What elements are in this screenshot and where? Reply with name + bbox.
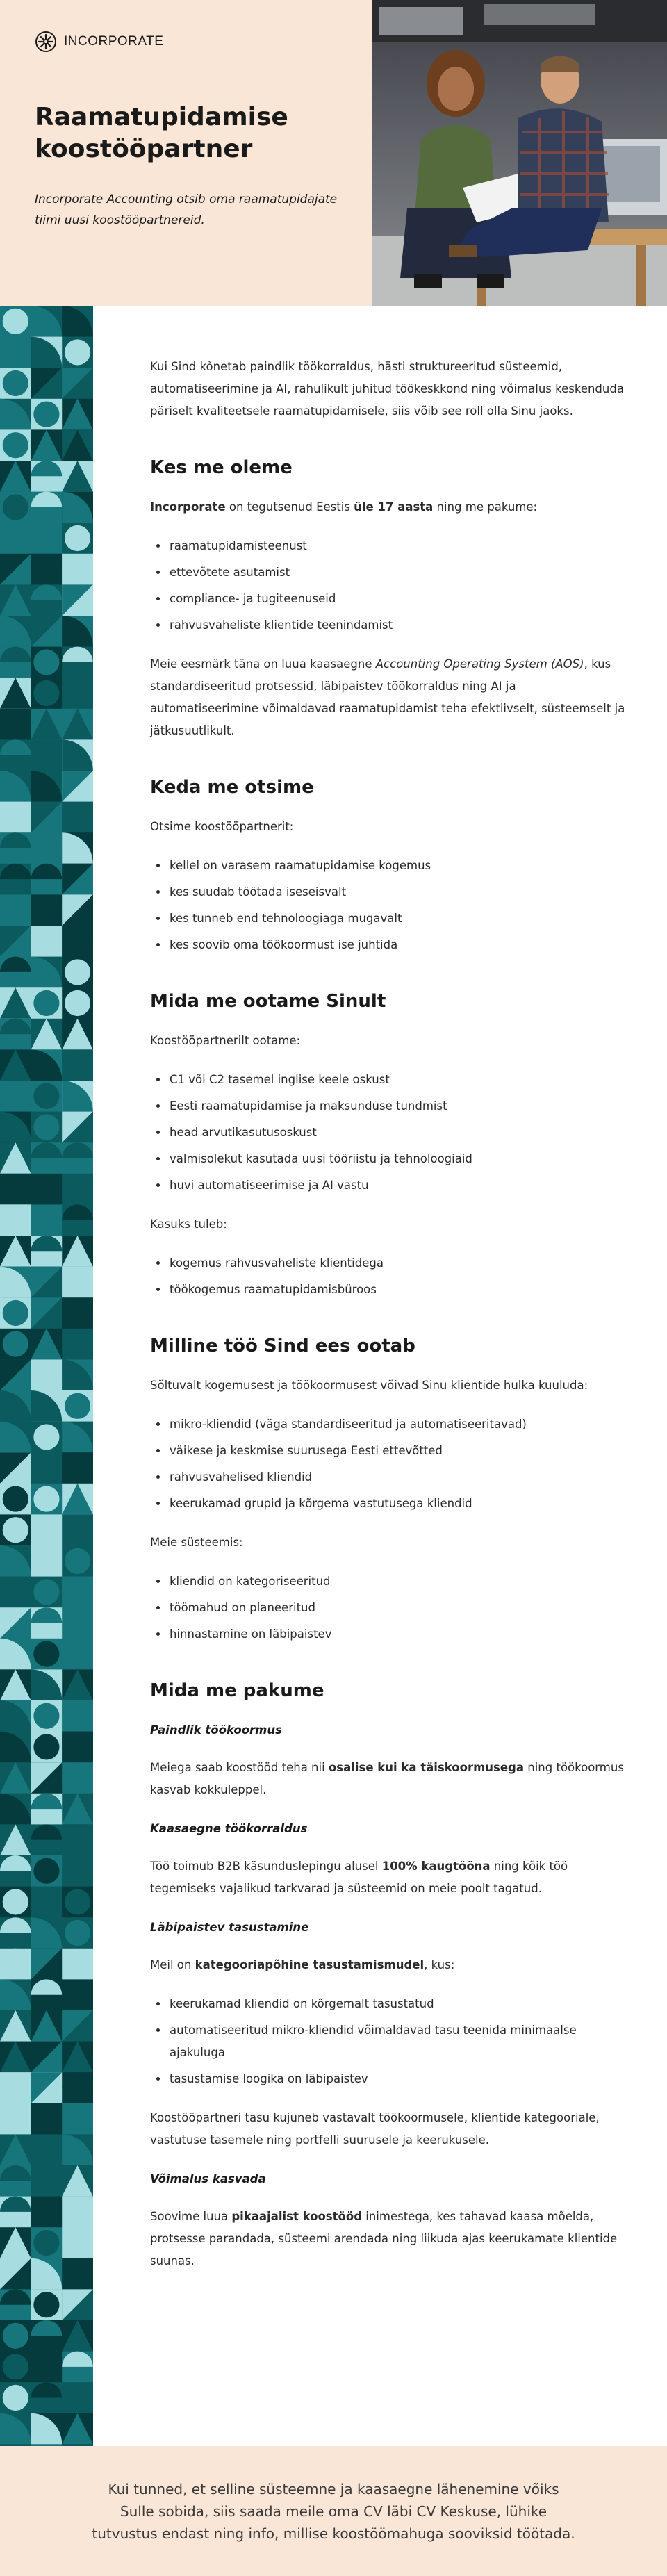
offer-pay-text bbox=[150, 1954, 625, 1976]
list-item: • Eesti raamatupidamise ja maksunduse tundmist bbox=[168, 1095, 625, 1117]
section-heading-work: Milline töö Sind ees ootab bbox=[150, 1336, 415, 1356]
offer-pay-note: Koostööpartneri tasu kujuneb vastavalt töökoormusele, klientide kategooriale, vastutuse tasemele ning portfelli suurusele ja keerukusele. bbox=[150, 2111, 600, 2147]
pay-end: , kus: bbox=[424, 1958, 455, 1971]
header-text-panel bbox=[0, 0, 372, 306]
about-lead-end: ning me pakume: bbox=[433, 500, 538, 514]
list-item: • väikese ja keskmise suurusega Eesti ettevõtted bbox=[168, 1440, 625, 1462]
section-heading-expect: Mida me ootame Sinult bbox=[150, 991, 386, 1012]
list-item: • ettevõtete asutamist bbox=[168, 561, 625, 584]
list-item: • head arvutikasutusoskust bbox=[168, 1122, 625, 1144]
logo-mark-icon bbox=[35, 31, 57, 53]
pay-list bbox=[150, 1993, 625, 2090]
list-item: • kogemus rahvusvaheliste klientidega bbox=[168, 1252, 625, 1274]
offer-modern-title: Kaasaegne töökorraldus bbox=[150, 1822, 308, 1835]
about-years: üle 17 aasta bbox=[354, 500, 434, 514]
page-subtitle: Incorporate Accounting otsib oma raamatupidajate tiimi uusi koostööpartnereid. bbox=[35, 192, 338, 227]
footer-text: Kui tunned, et selline süsteemne ja kaasaegne lähenemine võiks Sulle sobida, siis saada meile oma CV läbi CV Keskuse, lühike tutvustus endast ning info, millise koostöömahuga sooviksid töötada. bbox=[92, 2480, 575, 2542]
offer-pay-title: Läbipaistev tasustamine bbox=[150, 1921, 309, 1934]
work-lead: Sõltuvalt kogemusest ja töökoormusest võivad Sinu klientide hulka kuuluda: bbox=[150, 1379, 588, 1392]
list-item: • raamatupidamisteenust bbox=[168, 535, 625, 557]
list-item: • töömahud on planeeritud bbox=[168, 1597, 625, 1619]
main-section bbox=[0, 306, 667, 2446]
section-heading-about: Kes me oleme bbox=[150, 457, 293, 478]
flex-start: Meiega saab koostööd teha nii bbox=[150, 1761, 329, 1774]
list-item: • valmisolekut kasutada uusi tööriistu ja tehnoloogiaid bbox=[168, 1148, 625, 1170]
about-goal bbox=[150, 653, 625, 742]
seeking-list bbox=[150, 855, 625, 956]
company-name: Incorporate bbox=[150, 500, 226, 514]
section-heading-offer: Mida me pakume bbox=[150, 1680, 324, 1701]
geometric-pattern-icon bbox=[0, 306, 93, 2446]
list-item: • tasustamise loogika on läbipaistev bbox=[168, 2068, 625, 2090]
list-item: • mikro-kliendid (väga standardiseeritud ja automatiseeritavad) bbox=[168, 1413, 625, 1436]
modern-start: Töö toimub B2B käsunduslepingu alusel bbox=[150, 1860, 382, 1873]
decorative-pattern-strip bbox=[0, 306, 93, 2446]
list-item: • automatiseeritud mikro-kliendid võimaldavad tasu teenida minimaalse ajakuluga bbox=[168, 2019, 625, 2064]
list-item: • kellel on varasem raamatupidamise kogemus bbox=[168, 855, 625, 877]
list-item: • C1 või C2 tasemel inglise keele oskust bbox=[168, 1069, 625, 1091]
list-item: • kes tunneb end tehnoloogiaga mugavalt bbox=[168, 908, 625, 930]
list-item: • töökogemus raamatupidamisbüroos bbox=[168, 1279, 625, 1301]
expect-lead: Koostööpartnerilt ootame: bbox=[150, 1034, 301, 1047]
grow-end: inimestega, kes tahavad kaasa mõelda, protsesse parandada, süsteemi arendada ning liikuda ajas keerukamate klientide suunas. bbox=[150, 2210, 618, 2267]
offer-grow-title: Võimalus kasvada bbox=[150, 2172, 266, 2185]
work-list bbox=[150, 1413, 625, 1515]
offer-grow-text bbox=[150, 2206, 625, 2272]
list-item: • compliance- ja tugiteenuseid bbox=[168, 588, 625, 610]
goal-aos: Accounting Operating System (AOS) bbox=[375, 657, 584, 671]
modern-bold: 100% kaugtööna bbox=[381, 1860, 491, 1873]
offer-flex-text bbox=[150, 1757, 625, 1801]
list-item: • kes soovib oma töökoormust ise juhtida bbox=[168, 934, 625, 956]
flex-bold: osalise kui ka täiskoormusega bbox=[328, 1761, 525, 1774]
seeking-lead: Otsime koostööpartnerit: bbox=[150, 820, 294, 833]
expect-plus-lead: Kasuks tuleb: bbox=[150, 1217, 227, 1231]
list-item: • huvi automatiseerimise ja AI vastu bbox=[168, 1174, 625, 1197]
section-heading-seeking: Keda me otsime bbox=[150, 777, 314, 798]
brand-logo bbox=[35, 31, 338, 53]
flex-end: ning töökoormus kasvab kokkuleppel. bbox=[150, 1761, 624, 1796]
offer-modern-text bbox=[150, 1855, 625, 1900]
office-photo-illustration bbox=[372, 0, 667, 306]
list-item: • keerukamad kliendid on kõrgemalt tasustatud bbox=[168, 1993, 625, 2015]
pay-start: Meil on bbox=[150, 1958, 195, 1971]
goal-start: Meie eesmärk täna on luua kaasaegne bbox=[150, 657, 376, 671]
system-list bbox=[150, 1570, 625, 1646]
page-title: Raamatupidamise koostööpartner bbox=[35, 103, 288, 163]
offer-flex-title: Paindlik töökoormus bbox=[150, 1723, 282, 1737]
list-item: • rahvusvaheliste klientide teenindamist bbox=[168, 614, 625, 637]
goal-end: , kus standardiseeritud protsessid, läbipaistev töökorraldus ning AI ja automatiseerimine võimaldavad raamatupidamist teha efektiivselt, süsteemselt ja jätkusuutlikult. bbox=[150, 657, 625, 737]
grow-start: Soovime luua bbox=[150, 2210, 232, 2223]
expect-plus-list bbox=[150, 1252, 625, 1301]
system-lead: Meie süsteemis: bbox=[150, 1536, 243, 1549]
list-item: • hinnastamine on läbipaistev bbox=[168, 1623, 625, 1646]
header-photo-office-colleagues bbox=[372, 0, 667, 306]
list-item: • kes suudab töötada iseseisvalt bbox=[168, 881, 625, 903]
header-banner bbox=[0, 0, 667, 306]
list-item: • kliendid on kategoriseeritud bbox=[168, 1570, 625, 1593]
modern-end: ning kõik töö tegemiseks vajalikud tarkvarad ja süsteemid on meie poolt tagatud. bbox=[150, 1860, 568, 1895]
expect-list bbox=[150, 1069, 625, 1197]
list-item: • keerukamad grupid ja kõrgema vastutusega kliendid bbox=[168, 1493, 625, 1515]
intro-paragraph: Kui Sind kõnetab paindlik töökorraldus, hästi struktureeritud süsteemid, automatiseerimine ja AI, rahulikult juhitud töökeskkond ning võimalus keskenduda päriselt kvaliteetsele raamatupidamisele, siis võib see roll olla Sinu jaoks. bbox=[150, 360, 624, 418]
pay-bold: kategooriapõhine tasustamismudel bbox=[195, 1958, 425, 1971]
job-description bbox=[93, 306, 667, 2446]
footer-cta bbox=[0, 2446, 667, 2576]
about-lead bbox=[150, 496, 625, 518]
about-lead-text: on tegutsenud Eestis bbox=[225, 500, 354, 514]
about-list bbox=[150, 535, 625, 637]
list-item: • rahvusvahelised kliendid bbox=[168, 1466, 625, 1488]
brand-name: INCORPORATE bbox=[64, 34, 164, 49]
grow-bold: pikaajalist koostööd bbox=[231, 2210, 362, 2223]
